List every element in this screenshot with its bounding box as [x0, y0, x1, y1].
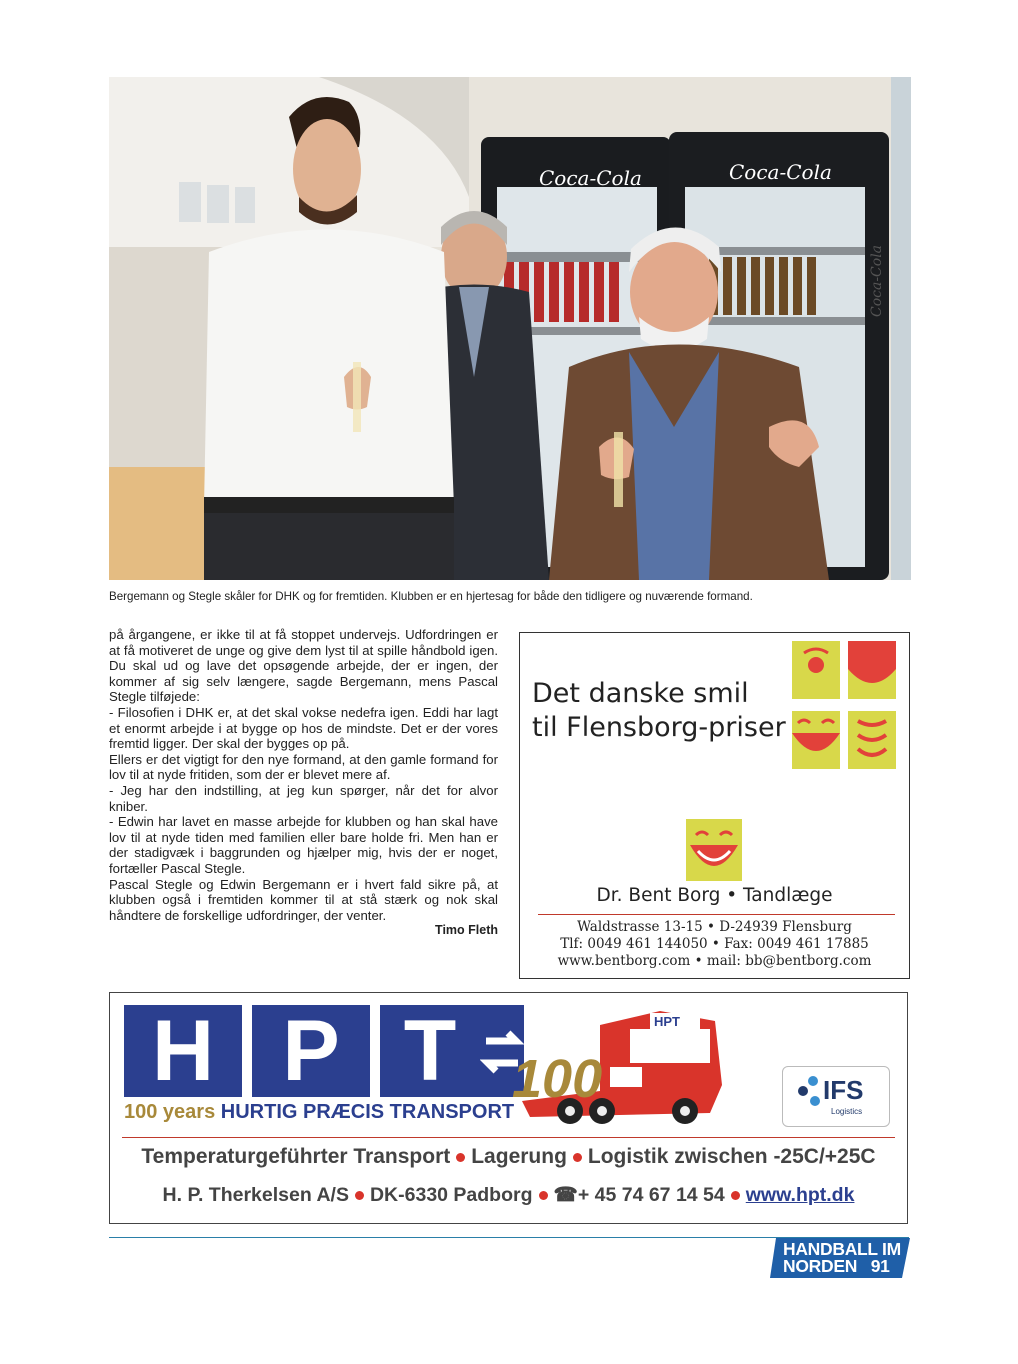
article-paragraph: - Jeg har den indstilling, at jeg kun spørger, når det for alvor kniber. [109, 782, 498, 814]
ifs-dots-icon [793, 1075, 823, 1111]
hpt-company: H. P. Therkelsen A/S [162, 1184, 349, 1206]
service-item: Temperaturgeführter Transport [141, 1145, 451, 1168]
hpt-contact [110, 1183, 907, 1207]
article-paragraph: på årgangene, er ikke til at få stoppet undervejs. Udfordringen er at få motiveret de unge og give dem lyst til at spille håndbold igen. Du skal ud og lave det opsøgende arbejde, der er ingen, der kommer af sig selv længere, sagde Bergemann, mens Pascal Stegle tilføjede: [109, 627, 498, 705]
magazine-name [783, 1241, 901, 1274]
page-number: 91 [870, 1255, 890, 1276]
article-photo [109, 77, 911, 580]
hpt-postal: DK-6330 Padborg [369, 1184, 533, 1206]
ifs-name: IFS [823, 1075, 864, 1105]
fridge-logo-left: Coca-Cola [539, 166, 642, 190]
magazine-name-part: NORDEN [783, 1255, 858, 1276]
divider [538, 914, 895, 915]
smile-logo-icon [686, 819, 742, 881]
article-paragraph: - Edwin har lavet en masse arbejde for klubben og han skal have lov til at nyde tiden med familien eller bare holde fri. Men han er der stadigvæk i baggrunden og hjælper mig, hvis der er noget, fortæller Pascal Stegle. [109, 814, 498, 876]
magazine-name-line1: HANDBALL IM [783, 1239, 901, 1259]
ifs-sub: Logistics [831, 1107, 863, 1116]
dentist-ad-title [532, 677, 786, 745]
photo-caption: Bergemann og Stegle skåler for DHK og for fremtiden. Klubben er en hjertesag for både den tidligere og nuværende formand. [109, 590, 753, 603]
phone-icon: ☎ [553, 1184, 578, 1206]
bullet-dot-icon [355, 1191, 364, 1200]
hpt-website-link[interactable]: www.hpt.dk [745, 1184, 855, 1206]
hpt-tagline [124, 1101, 514, 1124]
bullet-dot-icon [539, 1191, 548, 1200]
article-paragraph: Ellers er det vigtigt for den nye formand, at den gamle formand for lov til at nyde fritiden, som der er blevet mere af. [109, 751, 498, 783]
fridge-logo-right: Coca-Cola [729, 160, 832, 184]
article-paragraph: - Filosofien i DHK er, at det skal vokse nedefra igen. Eddi har lagt et enormt arbejde i at bygge op hos de mindste. Det er der vores fremtid ligger. Der skal der bygges op på. [109, 704, 498, 752]
bullet-dot-icon [573, 1153, 582, 1162]
truck-100-icon [510, 1005, 730, 1133]
service-item: Logistik zwischen -25C/+25C [587, 1145, 876, 1168]
magazine-name-line2 [783, 1255, 901, 1276]
article-body [109, 627, 498, 939]
dentist-phone: Tlf: 0049 461 144050 • Fax: 0049 461 17885 [560, 936, 869, 952]
service-item: Lagerung [471, 1145, 567, 1168]
truck-logo-text: HPT [654, 1014, 680, 1029]
dentist-name: Dr. Bent Borg • Tandlæge [596, 885, 833, 906]
hpt-logo-letter-h: H [124, 1005, 242, 1097]
divider [122, 1137, 895, 1138]
article-author: Timo Fleth [435, 923, 498, 938]
ifs-logistics-logo [782, 1066, 890, 1127]
bullet-dot-icon [731, 1191, 740, 1200]
dentist-web: www.bentborg.com • mail: bb@bentborg.com [557, 953, 872, 969]
dentist-advertisement [519, 632, 910, 979]
hpt-logo-letter-t: T [380, 1005, 480, 1097]
bullet-dot-icon [456, 1153, 465, 1162]
hpt-services [110, 1145, 907, 1169]
anniversary-number: 100 [512, 1049, 603, 1109]
hpt-logo-letter-p: P [252, 1005, 370, 1097]
dentist-address: Waldstrasse 13-15 • D-24939 Flensburg [577, 919, 852, 935]
photo-illustration [109, 77, 911, 580]
hpt-advertisement [109, 992, 908, 1224]
hpt-phone: + 45 74 67 14 54 [577, 1184, 725, 1206]
fridge-side-logo: Coca-Cola [869, 244, 885, 317]
hpt-tagline-text: HURTIG PRÆCIS TRANSPORT [220, 1101, 515, 1123]
smiley-faces-icon [790, 639, 900, 771]
dentist-ad-title-line2: til Flensborg-priser [532, 712, 786, 743]
dentist-ad-title-line1: Det danske smil [532, 678, 749, 709]
hpt-years-label: 100 years [124, 1101, 216, 1123]
article-paragraph: Pascal Stegle og Edwin Bergemann er i hvert fald sikre på, at klubben også i fremtiden kommer til at stå stærk og nok skal håndtere de forskellige udfordringer, der venter. [109, 876, 498, 923]
